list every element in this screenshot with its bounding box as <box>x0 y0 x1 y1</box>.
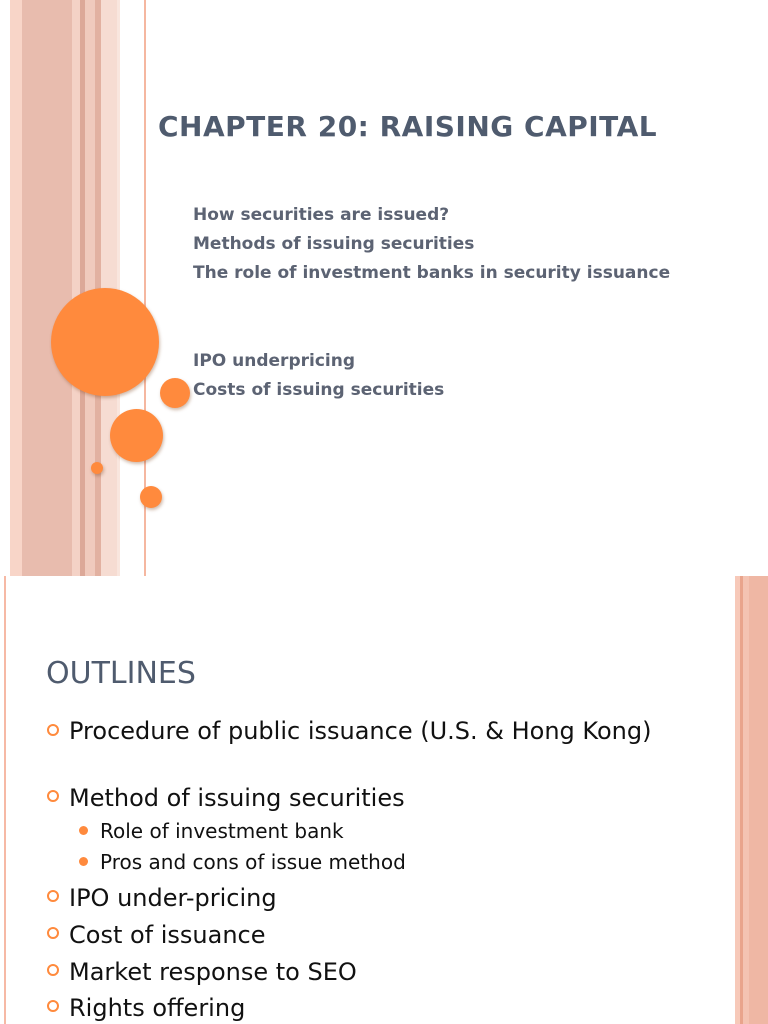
subtitle-line: IPO underpricing <box>193 351 355 371</box>
outline-item: Procedure of public issuance (U.S. & Hong Kong) <box>69 717 652 745</box>
slide-title-text: CHAPTER 20: RAISING CAPITAL <box>158 110 658 143</box>
slide-outlines <box>0 576 768 1024</box>
dot-bullet-icon <box>79 857 88 866</box>
dot-bullet-icon <box>79 826 88 835</box>
subtitle-line: The role of investment banks in security issuance <box>193 263 671 283</box>
outline-subitem: Role of investment bank <box>100 819 344 843</box>
subtitle-line: Methods of issuing securities <box>193 234 475 254</box>
ring-bullet-icon <box>47 890 59 902</box>
decorative-circle <box>140 486 162 508</box>
outline-item: Rights offering <box>69 994 246 1022</box>
decorative-stripe <box>749 576 768 1024</box>
outline-subitem: Pros and cons of issue method <box>100 850 406 874</box>
ring-bullet-icon <box>47 927 59 939</box>
decorative-stripe <box>22 0 72 576</box>
outline-item: Market response to SEO <box>69 958 357 986</box>
outline-item: Method of issuing securities <box>69 784 405 812</box>
ring-bullet-icon <box>47 964 59 976</box>
ring-bullet-icon <box>47 790 59 802</box>
decorative-stripe <box>117 0 120 576</box>
decorative-stripe <box>72 0 80 576</box>
decorative-circle-medium <box>110 409 163 462</box>
outlines-heading: OUTLINES <box>46 656 196 691</box>
outline-item: IPO under-pricing <box>69 884 277 912</box>
decorative-circle-large <box>51 288 159 396</box>
ring-bullet-icon <box>47 1000 59 1012</box>
decorative-stripe <box>4 576 6 1024</box>
decorative-circle <box>160 378 190 408</box>
ring-bullet-icon <box>47 724 59 736</box>
outline-item: Cost of issuance <box>69 921 266 949</box>
subtitle-line: Costs of issuing securities <box>193 380 445 400</box>
decorative-stripe <box>10 0 22 576</box>
subtitle-line: How securities are issued? <box>193 205 450 225</box>
decorative-circle-small <box>91 462 103 474</box>
decorative-stripe <box>85 0 95 576</box>
